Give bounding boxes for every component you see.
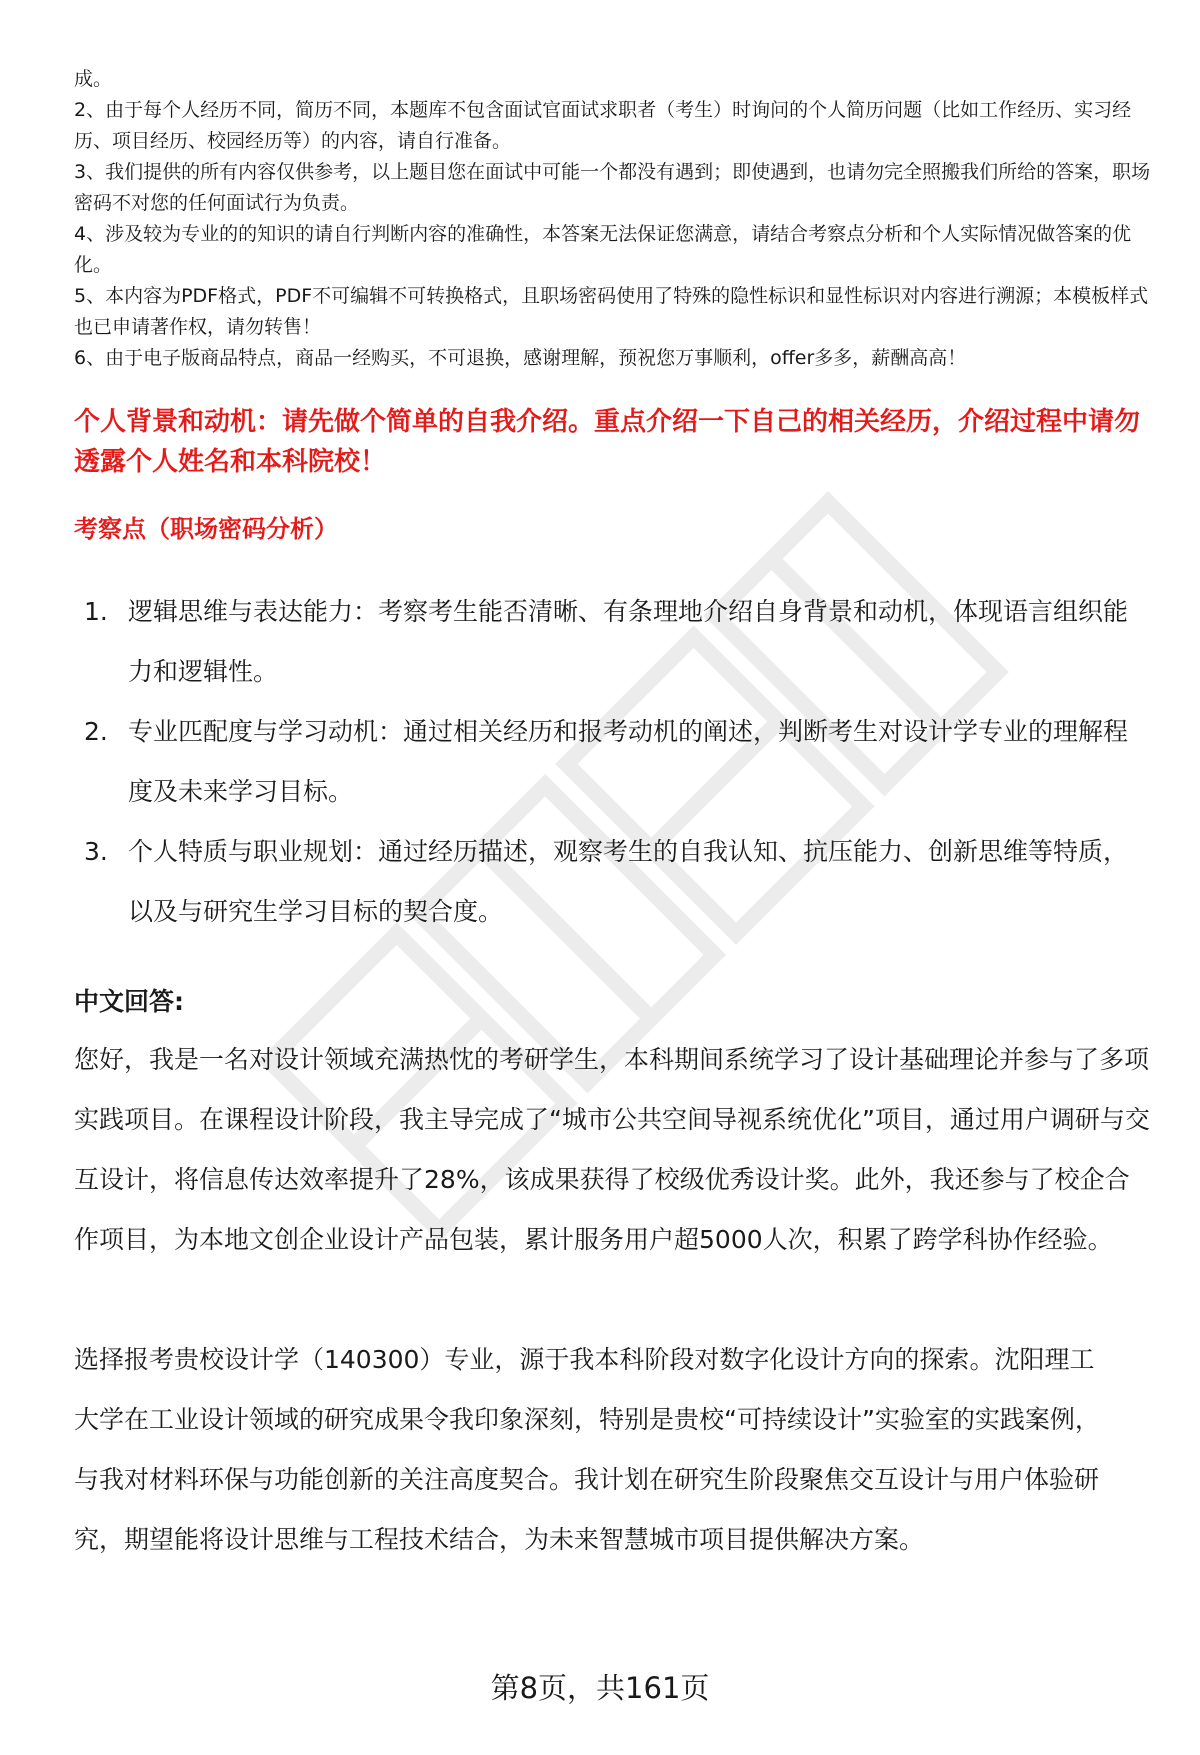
interview-question: 个人背景和动机：请先做个简单的自我介绍。重点介绍一下自己的相关经历，介绍过程中请勿透露个人姓名和本科院校！ [74,407,1141,477]
answer-body [74,1030,1152,1270]
note-line: 5、本内容为PDF格式，PDF不可编辑不可转换格式，且职场密码使用了特殊的隐性标识和显性标识对内容进行溯源；本模板样式也已申请著作权，请勿转售！ [74,285,1149,338]
analysis-point [84,702,1144,822]
analysis-points [84,582,1144,942]
note-line: 4、涉及较为专业的的知识的请自行判断内容的准确性，本答案无法保证您满意，请结合考察点分析和个人实际情况做答案的优化。 [74,223,1132,276]
note-line: 2、由于每个人经历不同，简历不同，本题库不包含面试官面试求职者（考生）时询问的个人简历问题（比如工作经历、实习经历、项目经历、校园经历等）的内容，请自行准备。 [74,99,1132,152]
disclaimer-notes [74,64,1154,374]
point-number: 3. [84,837,108,866]
answer-paragraph: 您好，我是一名对设计领域充满热忱的考研学生，本科期间系统学习了设计基础理论并参与了多项实践项目。在课程设计阶段，我主导完成了“城市公共空间导视系统优化”项目，通过用户调研与交互设计，将信息传达效率提升了28%，该成果获得了校级优秀设计奖。此外，我还参与了校企合作项目，为本地文创企业设计产品包装，累计服务用户超5000人次，积累了跨学科协作经验。 [74,1045,1150,1254]
note-line: 成。 [74,68,113,90]
note-line: 6、由于电子版商品特点，商品一经购买，不可退换，感谢理解，预祝您万事顺利，offer多多，薪酬高高！ [74,347,967,369]
analysis-point [84,822,1144,942]
answer-paragraph: 选择报考贵校设计学（140300）专业，源于我本科阶段对数字化设计方向的探索。沈阳理工大学在工业设计领域的研究成果令我印象深刻，特别是贵校“可持续设计”实验室的实践案例，与我对材料环保与功能创新的关注高度契合。我计划在研究生阶段聚焦交互设计与用户体验研究，期望能将设计思维与工程技术结合，为未来智慧城市项目提供解决方案。 [74,1345,1100,1554]
point-text: 逻辑思维与表达能力：考察考生能否清晰、有条理地介绍自身背景和动机，体现语言组织能力和逻辑性。 [128,597,1129,686]
analysis-heading: 考察点（职场密码分析） [74,515,338,543]
analysis-point [84,582,1144,702]
note-line: 3、我们提供的所有内容仅供参考，以上题目您在面试中可能一个都没有遇到；即使遇到，也请勿完全照搬我们所给的答案，职场密码不对您的任何面试行为负责。 [74,161,1151,214]
point-number: 2. [84,717,108,746]
point-text: 专业匹配度与学习动机：通过相关经历和报考动机的阐述，判断考生对设计学专业的理解程度及未来学习目标。 [128,717,1129,806]
answer-heading: 中文回答: [74,987,184,1016]
point-text: 个人特质与职业规划：通过经历描述，观察考生的自我认知、抗压能力、创新思维等特质，以及与研究生学习目标的契合度。 [128,837,1129,926]
page-number-footer: 第8页，共161页 [490,1671,710,1705]
point-number: 1. [84,597,108,626]
